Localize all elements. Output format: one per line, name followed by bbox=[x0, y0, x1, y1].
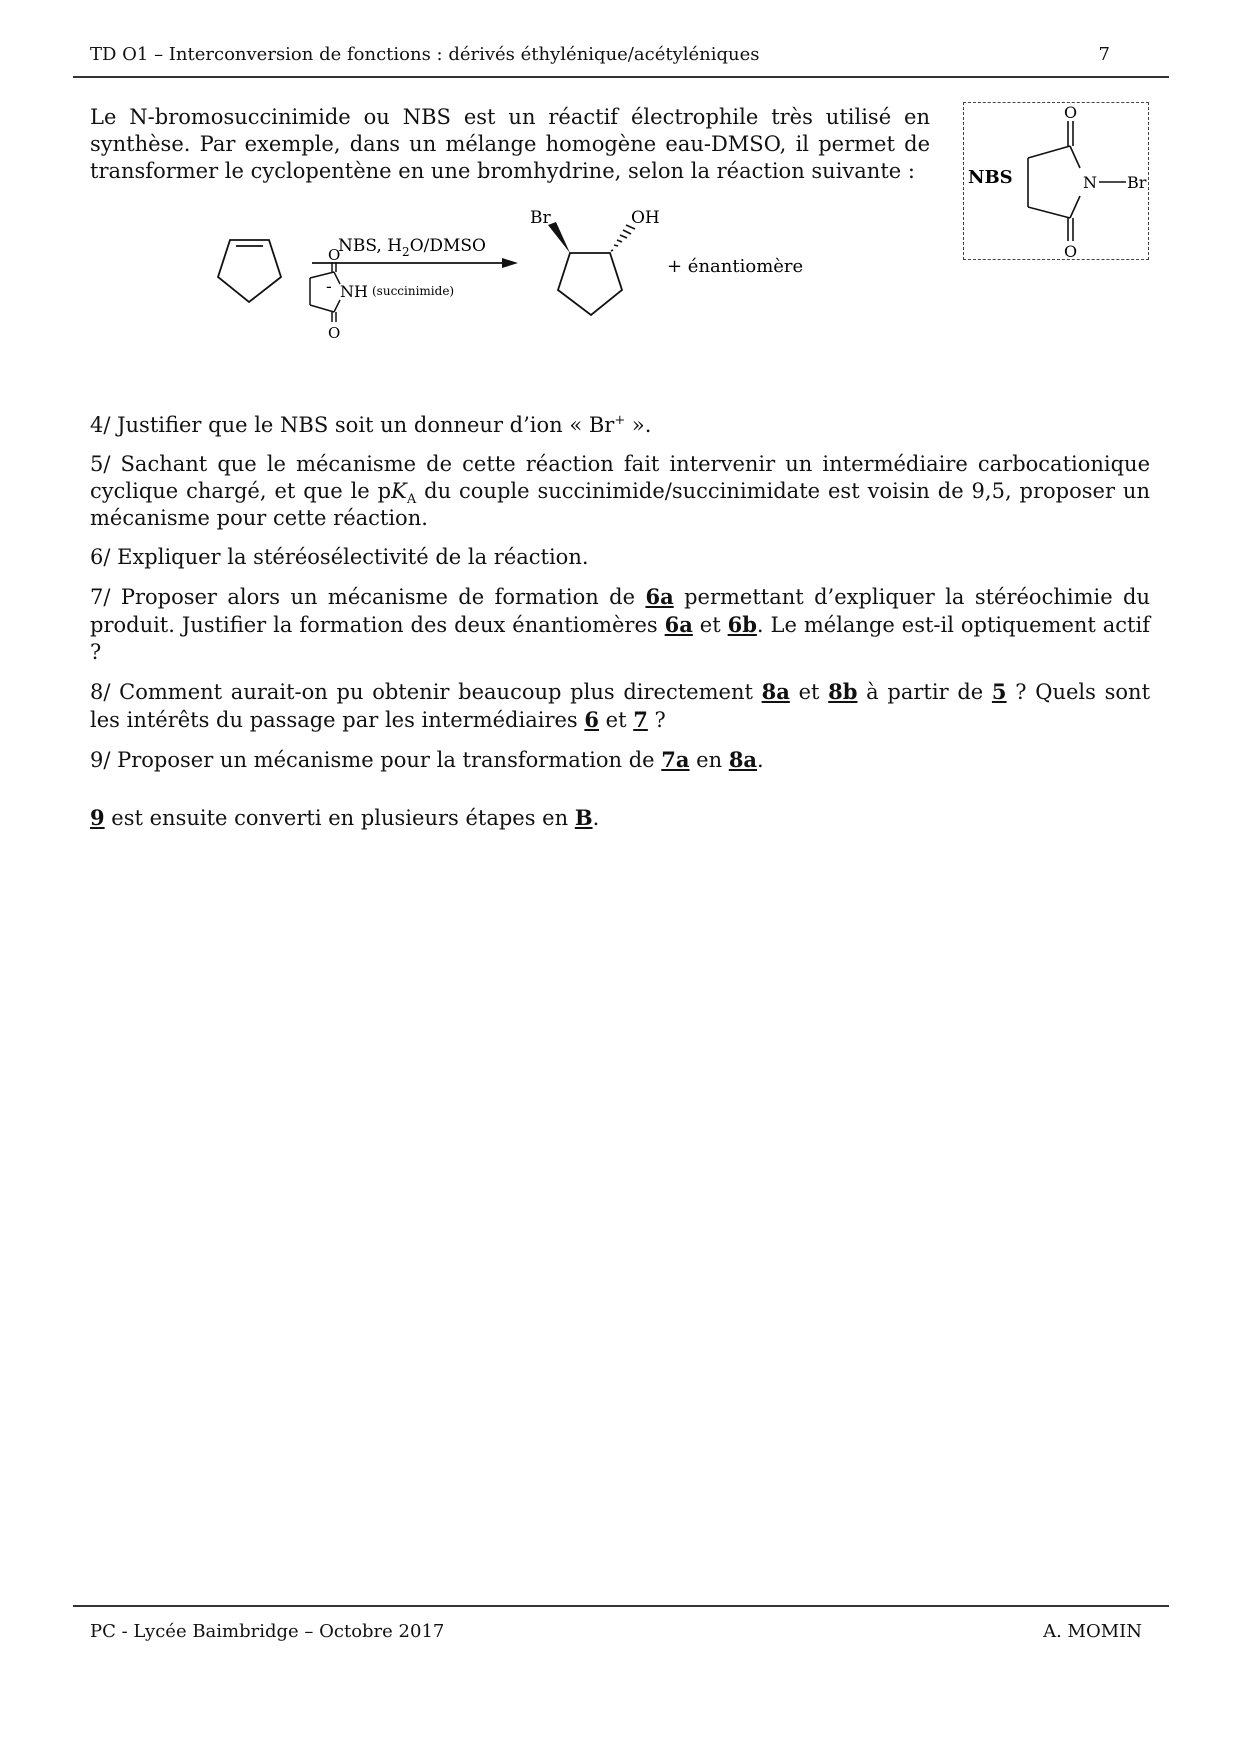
reagent-label: NBS, $H_2O$/DMSO bbox=[338, 236, 486, 259]
questions-section bbox=[90, 412, 1150, 844]
compound-ref: 9 bbox=[90, 805, 105, 830]
compound-ref: 6 bbox=[584, 707, 599, 732]
question-7: 7/ Proposer alors un mécanisme de formation de 6a permettant d’expliquer la stéréochimie du produit. Justifier la formation des deux énantiomères 6a et 6b. Le mélange est-il optiquement actif ? bbox=[90, 584, 1150, 664]
bromohydrin-molecule bbox=[558, 253, 622, 315]
nbs-atom-n: N bbox=[1083, 173, 1097, 192]
succinimide-molecule bbox=[310, 262, 340, 322]
compound-ref: B bbox=[574, 805, 593, 830]
reaction-scheme-diagram bbox=[200, 200, 840, 380]
compound-ref: 5 bbox=[991, 679, 1007, 704]
product-oh-label: OH bbox=[631, 208, 660, 228]
question-4: 4/ Justifier que le NBS soit un donneur d’ion « Br+ ». bbox=[90, 413, 652, 437]
nbs-ring bbox=[1028, 121, 1126, 241]
compound-ref: 8a bbox=[761, 679, 790, 704]
compound-ref: 7a bbox=[661, 747, 690, 772]
conversion-statement: 9 est ensuite converti en plusieurs étapes en B. bbox=[90, 805, 600, 830]
question-8: 8/ Comment aurait-on pu obtenir beaucoup plus directement 8a et 8b à partir de 5 ? Quels sont les intérêts du passage par les intermédiaires 6 et 7 ? bbox=[90, 679, 1151, 732]
footer-rule bbox=[73, 1605, 1169, 1607]
plus-enantiomer-label: + énantiomère bbox=[667, 256, 804, 277]
question-9: 9/ Proposer un mécanisme pour la transformation de 7a en 8a. bbox=[90, 747, 764, 772]
bromo-wedge-bond bbox=[548, 222, 570, 253]
page-number: 7 bbox=[1098, 44, 1110, 65]
succinimide-o-top: O bbox=[328, 246, 341, 264]
header-rule bbox=[73, 76, 1169, 78]
product-br-label: Br bbox=[530, 208, 551, 228]
reaction-scheme bbox=[200, 200, 840, 380]
footer-left: PC - Lycée Baimbridge – Octobre 2017 bbox=[90, 1621, 445, 1642]
hydroxy-hash-bond bbox=[611, 225, 635, 251]
question-5: 5/ Sachant que le mécanisme de cette réaction fait intervenir un intermédiaire carbocationique cyclique chargé, et que le $pK_A$ du couple succinimide/succinimidate est voisin de 9,5, proposer un mécanisme pour cette réaction. bbox=[90, 452, 1150, 530]
nbs-atom-br: Br bbox=[1127, 173, 1147, 192]
compound-ref: 6b bbox=[727, 612, 757, 637]
compound-ref: 7 bbox=[633, 707, 648, 732]
compound-ref: 8b bbox=[828, 679, 858, 704]
footer-right: A. MOMIN bbox=[1043, 1621, 1142, 1642]
cyclopentene-molecule bbox=[218, 240, 281, 302]
nbs-atom-o-bottom: O bbox=[1064, 242, 1078, 261]
succinimide-nh: NH bbox=[340, 282, 368, 301]
reaction-arrow bbox=[312, 258, 518, 268]
compound-ref: 6a bbox=[664, 612, 693, 637]
intro-paragraph: Le N-bromosuccinimide ou NBS est un réactif électrophile très utilisé en synthèse. Par exemple, dans un mélange homogène eau-DMSO, il permet de transformer le cyclopentène en une bromhydrine, selon la réaction suivante : bbox=[90, 105, 930, 183]
compound-ref: 8a bbox=[728, 747, 758, 772]
compound-ref: 6a bbox=[645, 584, 674, 609]
nbs-label: NBS bbox=[968, 167, 1013, 188]
succinimide-label: (succinimide) bbox=[372, 284, 455, 298]
header-title: TD O1 – Interconversion de fonctions : dérivés éthylénique/acétyléniques bbox=[90, 44, 760, 65]
minus-sign: - bbox=[326, 277, 332, 297]
nbs-atom-o-top: O bbox=[1064, 103, 1078, 122]
page-header bbox=[88, 40, 1142, 74]
nbs-structure-box bbox=[963, 102, 1149, 260]
succinimide-o-bottom: O bbox=[328, 324, 341, 342]
nbs-structure-diagram bbox=[964, 103, 1150, 261]
question-6: 6/ Expliquer la stéréosélectivité de la réaction. bbox=[90, 545, 589, 569]
